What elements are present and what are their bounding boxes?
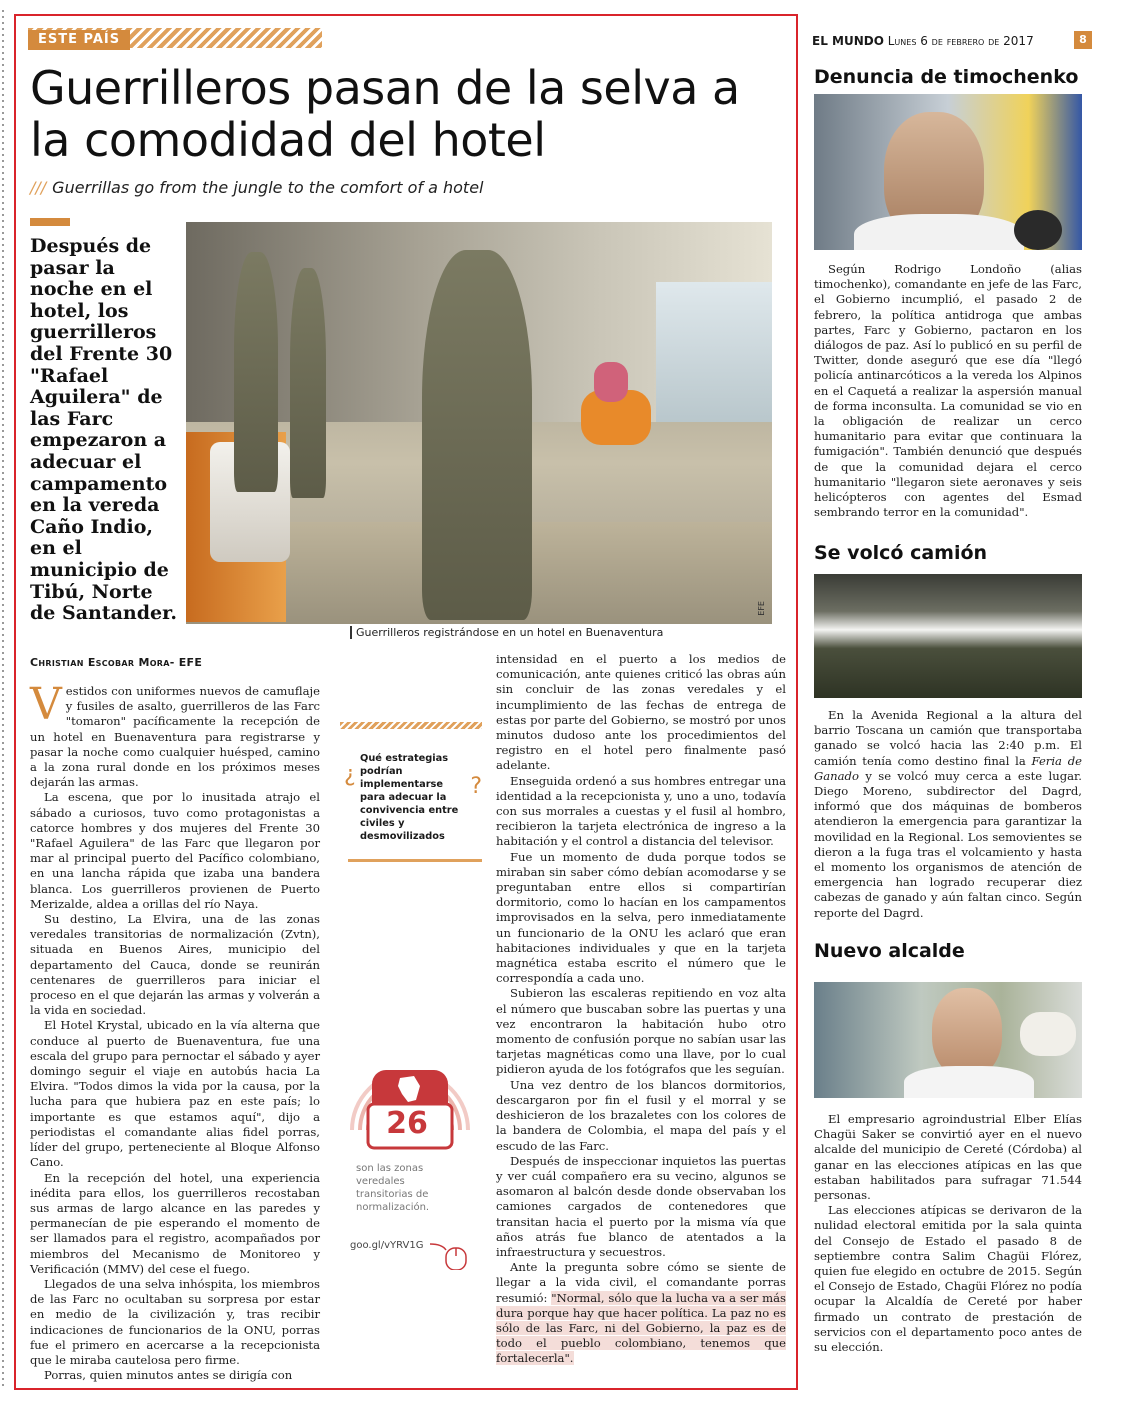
article-paragraph: intensidad en el puerto a los medios de comunicación, ante quienes criticó las obras aún sin concluir de las zonas veredales y el incumplimiento de las fechas de entrega de estas por parte del Gobierno, se mostró por unos minutos dudoso ante los procedimientos del registro en el hotel pero finalmente pasó adelante. [496,652,786,773]
sidebar-text-1 [814,262,1082,520]
emphasis-text: Feria de Ganado [814,753,1082,783]
highlighted-quote: "Normal, sólo que la lucha va a ser más dura porque hay que hacer política. La paz no es sólo de las Farc, ni del Gobierno, la paz es de todo el pueblo colombiano, tenemos que fortalecerla". [496,1290,786,1366]
article-paragraph: Porras, quien minutos antes se dirigía con [44,1368,293,1383]
article-paragraph: Una vez dentro de los blancos dormitorios, descargaron por fin el fusil y el morral y se deshicieron de los brazaletes con los colores de la bandera de Colombia, el mapa del país y el escudo de las Farc. [496,1077,786,1153]
photo-caption: Guerrilleros registrándose en un hotel en Buenaventura [350,626,663,639]
page-number: 8 [1074,31,1092,49]
paragraph-text: Ante la pregunta sobre cómo se siente de llegar a la vida civil, el comandante porras resumió: [496,1260,786,1305]
portrait-shirt [904,1066,1034,1098]
paragraph-text: estidos con uniformes nuevos de camuflaje y fusiles de asalto, guerrilleros de las Farc "tomaron" pacíficamente la recepción de un hotel en Buenaventura para registrarse y pasar la noche como cualquier huésped, camino a la zona rural donde en los próximos meses dejarán las armas. [30,684,320,790]
question-text: Qué estrategias podrían implementarse para adecuar la convivencia entre civiles y desmovilizados [360,753,459,842]
portrait-shirt [854,214,1024,250]
byline: Christian Escobar Mora- EFE [30,656,203,669]
article-paragraph: El Hotel Krystal, ubicado en la vía alterna que conduce al puerto de Buenaventura, fue una escala del grupo para pernoctar el sábado y ayer domingo seguir el viaje en autobús hacia La Elvira. "Todos dimos la vida por la causa, por la lucha para que hubiera paz en este país; lo importante es que estamos aquí", dijo a periodistas el comandante alias fidel porras, líder del grupo, perteneciente al Bloque Alfonso Cano. [30,1018,320,1170]
article-paragraph: La escena, que por lo inusitada atrajo el sábado a curiosos, tuvo como protagonistas a catorce hombres y dos mujeres del Frente 30 "Rafael Aguilera" de las Farc que llegaron por mar al principal puerto del Pacífico colombiano, en una lancha rápida que izaba una bandera blanca. Los guerrilleros provienen de Puerto Merizalde, aldea a orillas del río Naya. [30,790,320,911]
article-paragraph: Llegados de una selva inhóspita, los miembros de las Farc no ocultaban su sorpresa por estar en medio de la civilización y, tras recibir indicaciones de funcionarios de la ONU, porras fue el primero en acercarse a la recepcionista que le miraba cautelosa pero firme. [30,1276,320,1367]
question-box-bar [340,722,482,729]
sidebar-text-3 [814,1112,1082,1355]
sidebar-title-1: Denuncia de timochenko [814,66,1079,88]
article-column-1 [30,679,320,1383]
lede-accent-bar [30,218,70,226]
page-edge-rule [2,10,4,1390]
photo-seated-person [594,362,628,402]
infographic-description: son las zonas veredales transitorias de normalización. [356,1163,430,1213]
article-paragraph: Después de inspeccionar inquietos las puertas y ver cuál compañero era su vecino, algunos se asomaron al balcón desde donde observaban los camiones cargados de contenedores que transitan hacia el puerto por la misma vía que años atrás fue blanco de atentados a la infraestructura y secuestros. [496,1153,786,1259]
sidebar-paragraph [814,708,1082,921]
article-paragraph: Su destino, La Elvira, una de las zonas veredales transitorias de normalización (Zvtn), situada en Buenos Aires, municipio del departamento del Cauca, donde se reunirán centenares de guerrilleros para iniciar el proceso en el que dejarán las armas y volverán a la vida en sociedad. [30,912,320,1018]
photo-guerrilla-3 [422,250,532,620]
subhead-slashes: /// [30,178,47,197]
microphone-icon [1014,210,1062,250]
portrait-face [932,988,1002,1078]
photo-cow [1020,1012,1076,1056]
infographic-graphic [350,1030,470,1270]
sidebar-paragraph: El empresario agroindustrial Elber Elías Chagüi Saker se convirtió ayer en el nuevo alcalde del municipio de Cereté (Córdoba) al ganar en las elecciones atípicas en las que estaban habilitados para sufragar 71.544 personas. [814,1112,1082,1203]
masthead-paper: EL MUNDO [812,34,884,48]
paragraph-text: y se volcó muy cerca a este lugar. Diego Moreno, subdirector del Dagrd, informó que dos máquinas de bomberos atendieron la emergencia para garantizar la movilidad en la Regional. Los semovientes se dieron a la fuga tras el volcamiento y hasta el momento los organismos de atención de emergencia han logrado recuperar diez cabezas de ganado y aún faltan cinco. Según reporte del Dagrd. [814,768,1082,920]
photo-guerrilla-2 [290,268,326,498]
sidebar-photo-2 [814,574,1082,698]
article-paragraph [496,1260,786,1366]
section-tag-label: ESTE PAÍS [28,30,130,50]
article-paragraph: En la recepción del hotel, una experiencia inédita para ellos, los guerrilleros recostaban sus armas de largo alcance en las paredes y permanecían de pie esperando el momento de ser llamados para el registro, acompañados por miembros del Mecanismo de Monitoreo y Verificación (MMV) del cese el fuego. [30,1170,320,1276]
article-column-3 [496,652,786,1367]
article-paragraph [30,679,320,790]
lede: Después de pasar la noche en el hotel, los guerrilleros del Frente 30 "Rafael Aguilera" de las Farc empezaron a adecuar el campamento en la vereda Caño Indio, en el municipio de Tibú, Norte de Santander. [30,235,177,625]
article-paragraph: Subieron las escaleras repitiendo en voz alta el número que buscaban sobre las puertas y una vez encontraron la habitación hubo otro momento de confusión porque no sabían usar las tarjetas magnéticas como una llave, por lo cual pidieron ayuda de los fotógrafos que les seguían. [496,986,786,1077]
masthead [812,34,1094,48]
article-paragraph: Fue un momento de duda porque todos se miraban sin saber cómo debían acomodarse y se preguntaban entre ellos si compartirían dormitorio, como lo hacían en los campamentos improvisados en la selva, pero inmediatamente un funcionario de la ONU les aclaró que eran habitaciones individuales y que en la tarjeta magnética estaba escrito el número que le correspondía a cada uno. [496,849,786,986]
sidebar-title-2: Se volcó camión [814,542,988,564]
mouse-icon [430,1244,466,1270]
infographic [350,1030,470,1270]
subhead-text: Guerrillas go from the jungle to the comfort of a hotel [52,178,484,197]
photo-window [656,282,772,422]
question-close-mark: ? [470,774,482,799]
paragraph-text: En la Avenida Regional a la altura del barrio Toscana un camión que transportaba ganado se volcó hacia las 2:40 p.m. El camión tenía como destino final la [814,708,1082,768]
sidebar-paragraph: Las elecciones atípicas se derivaron de la nulidad electoral emitida por la sala quinta del Consejo de Estado el pasado 8 de septiembre contra Salim Chagüi Flórez, quien fue elegido en octubre de 2015. Según el Consejo de Estado, Chagüi Flórez no podía ocupar la Alcaldía de Cereté por haber firmado un contrato de prestación de servicios con el departamento poco antes de su elección. [814,1203,1082,1355]
photo-credit: EFE [757,601,766,616]
headline: Guerrilleros pasan de la selva a la comodidad del hotel [30,61,740,167]
infographic-link[interactable]: goo.gl/vYRV1G [350,1240,424,1251]
sidebar-paragraph: Según Rodrigo Londoño (alias timochenko), comandante en jefe de las Farc, el Gobierno incumplió, el pasado 2 de febrero, la política antidroga que ambas partes, Farc y Gobierno, pactaron en los diálogos de paz. Así lo publicó en su perfil de Twitter, donde aseguró que ese día "llegó policía antinarcóticos a la vereda los Alpinos en el Caquetá a realizar la aspersión manual de forma inconsulta. La comunidad se vio en la obligación de realizar un cerco humanitario para evitar que continuara la fumigación". También denunció que después de que la comunidad dejara el cerco humanitario "llegaron siete aeronaves y seis helicópteros con agentes del Esmad sembrando terror en la comunidad". [814,262,1082,520]
sidebar-text-2 [814,708,1082,921]
photo-guerrilla-1 [234,252,278,492]
dropcap: V [30,679,62,730]
article-paragraph: Enseguida ordenó a sus hombres entregar una identidad a la recepcionista y, uno a uno, todavía con sus morrales a cuestas y el fusil al hombro, recibieron la tarjeta electrónica de ingreso a la habitación y el control a distancia del televisor. [496,773,786,849]
sidebar-photo-1 [814,94,1082,250]
question-box-bottom-rule [348,859,482,862]
infographic-number: 26 [386,1106,428,1141]
sidebar-title-3: Nuevo alcalde [814,940,965,962]
subhead [30,178,730,197]
masthead-date: Lunes 6 de febrero de 2017 [887,34,1034,48]
question-box [340,722,482,862]
question-open-mark: ¿ [344,762,356,787]
section-tag [28,28,322,48]
sidebar-photo-3 [814,982,1082,1098]
main-photo [186,222,772,624]
